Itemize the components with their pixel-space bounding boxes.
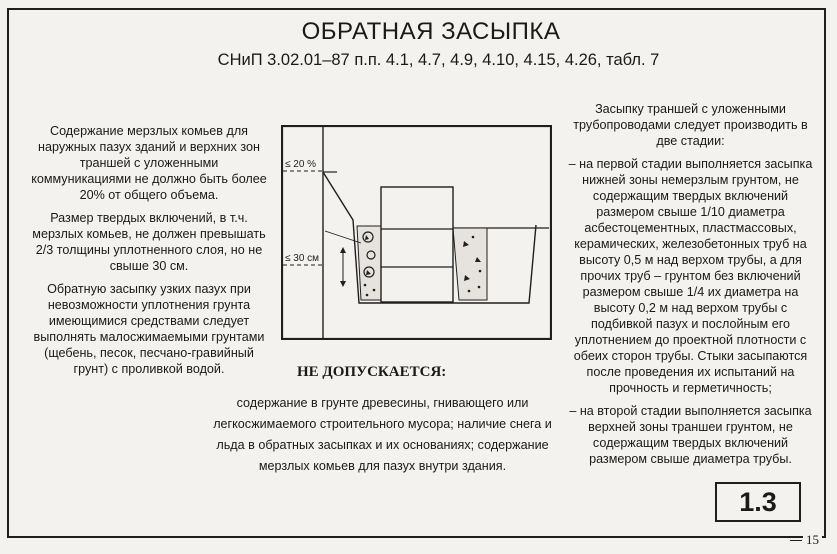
structure-block [381,187,453,302]
right-paragraph-2: – на первой стадии выполняется засыпка нижней зоны немерзлым грунтом, не содержащим твердых включений размером свыше 1/10 диаметра асбестоцементных, пластмассовых, керамических, железобетонных труб на высоту 0,5 м над верхом трубы, а для прочих труб – грунтом без включений размером свыше 1/4 их диаметра на высоту 0,2 м над верхом трубы с подбивкой пазух и послойным его уплотнением до проектной плотности с обеих сторон трубы. Стыки засыпаются после проведения их испытаний на прочность и герметичность; [568,157,813,395]
backfill-diagram [281,125,552,340]
page-number: 15 [803,532,822,548]
forbidden-heading: НЕ ДОПУСКАЕТСЯ: [297,364,447,380]
left-paragraph-2: Размер твердых включений, в т.ч. мерзлых комьев, не должен превышать 2/3 толщины уплотненного слоя, но не свыше 30 см. [32,211,266,273]
page-number-rule [790,540,802,541]
right-paragraph-3: – на второй стадии выполняется засыпка верхней зоны траншеи грунтом, не содержащим твердых включений размером свыше диаметра трубы. [569,404,812,466]
left-column [28,123,270,384]
page-title: ОБРАТНАЯ ЗАСЫПКА [301,18,561,45]
right-paragraph-1: Засыпку траншей с уложенными трубопроводами следует производить в две стадии: [573,102,808,148]
left-paragraph-1: Содержание мерзлых комьев для наружных пазух зданий и верхних зон траншей с уложенными коммуникациями не должно быть более 20% от общего объема. [31,124,267,202]
page-subtitle: СНиП 3.02.01–87 п.п. 4.1, 4.7, 4.9, 4.10, 4.15, 4.26, табл. 7 [217,51,660,69]
label-20-percent: ≤ 20 % [285,159,317,170]
right-column [563,101,818,474]
label-30-cm: ≤ 30 см [285,253,320,264]
left-paragraph-3: Обратную засыпку узких пазух при невозможности уплотнения грунта имеющимися средствами следует выполнять малосжимаемыми грунтами (щебень, песок, песчано-гравийный грунт) с проливкой водой. [33,282,265,376]
forbidden-text: содержание в грунте древесины, гнивающего или легкосжимаемого строительного мусора; наличие снега и льда в обратных засыпках и их основаниях; содержание мерзлых комьев для пазух внутри здания. [213,396,552,473]
section-badge: 1.3 [715,482,801,522]
